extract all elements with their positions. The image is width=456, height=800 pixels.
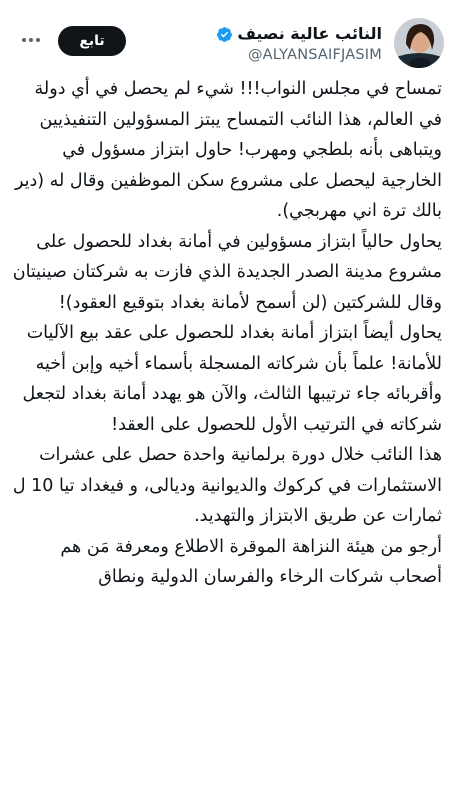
verified-badge-icon	[216, 26, 233, 43]
more-options-button[interactable]	[20, 32, 42, 48]
tweet-paragraph: هذا النائب خلال دورة برلمانية واحدة حصل على عشرات الاستثمارات في كركوك والديوانية وديالى، و فيغداد تيا 10 ل ثمارات عن طريق الابتزاز والتهديد.	[7, 445, 442, 526]
follow-button[interactable]: تابع	[58, 26, 126, 56]
author-name[interactable]: النائب عالية نصيف	[237, 24, 382, 43]
author-avatar[interactable]	[394, 18, 444, 68]
tweet-header	[12, 12, 444, 72]
more-icon	[21, 37, 41, 43]
tweet-text	[7, 74, 442, 593]
tweet-paragraph: يحاول حالياً ابتزاز مسؤولين في أمانة بغداد للحصول على مشروع مدينة الصدر الجديدة الذي فازت به شركتان صينيتان وقال للشركتين (لن أسمح لأمانة بغداد بتوقيع العقود)!	[7, 231, 442, 313]
tweet-paragraph: تمساح في مجلس النواب!!! شيء لم يحصل في أي دولة في العالم، هذا النائب التمساح يبتز المسؤولين التنفيذيين ويتباهى بأنه بلطجي ومهرب! حاول ابتزاز مسؤول في الخارجية ليحصل على مشروع سكن الموظفين وقال له (دير بالك ترة اني مهربجي).	[9, 79, 442, 221]
tweet-paragraph: أرجو من هيئة النزاهة الموقرة الاطلاع ومعرفة مَن هم أصحاب شركات الرخاء والفرسان الدولية ونطاق	[54, 536, 442, 587]
tweet-paragraph: يحاول أيضاً ابتزاز أمانة بغداد للحصول على عقد بيع الآليات للأمانة! علماً بأن شركاته المسجلة بأسماء أخيه وإبن أخيه وأقربائه جاء ترتيبها الثالث، والآن هو يهدد أمانة بغداد لتجعل شركاته في الترتيب الأول للحصول على العقد!	[16, 323, 442, 435]
author-info[interactable]	[216, 24, 382, 63]
author-handle[interactable]: @ALYANSAIFJASIM	[247, 47, 382, 63]
avatar-image	[394, 18, 444, 68]
